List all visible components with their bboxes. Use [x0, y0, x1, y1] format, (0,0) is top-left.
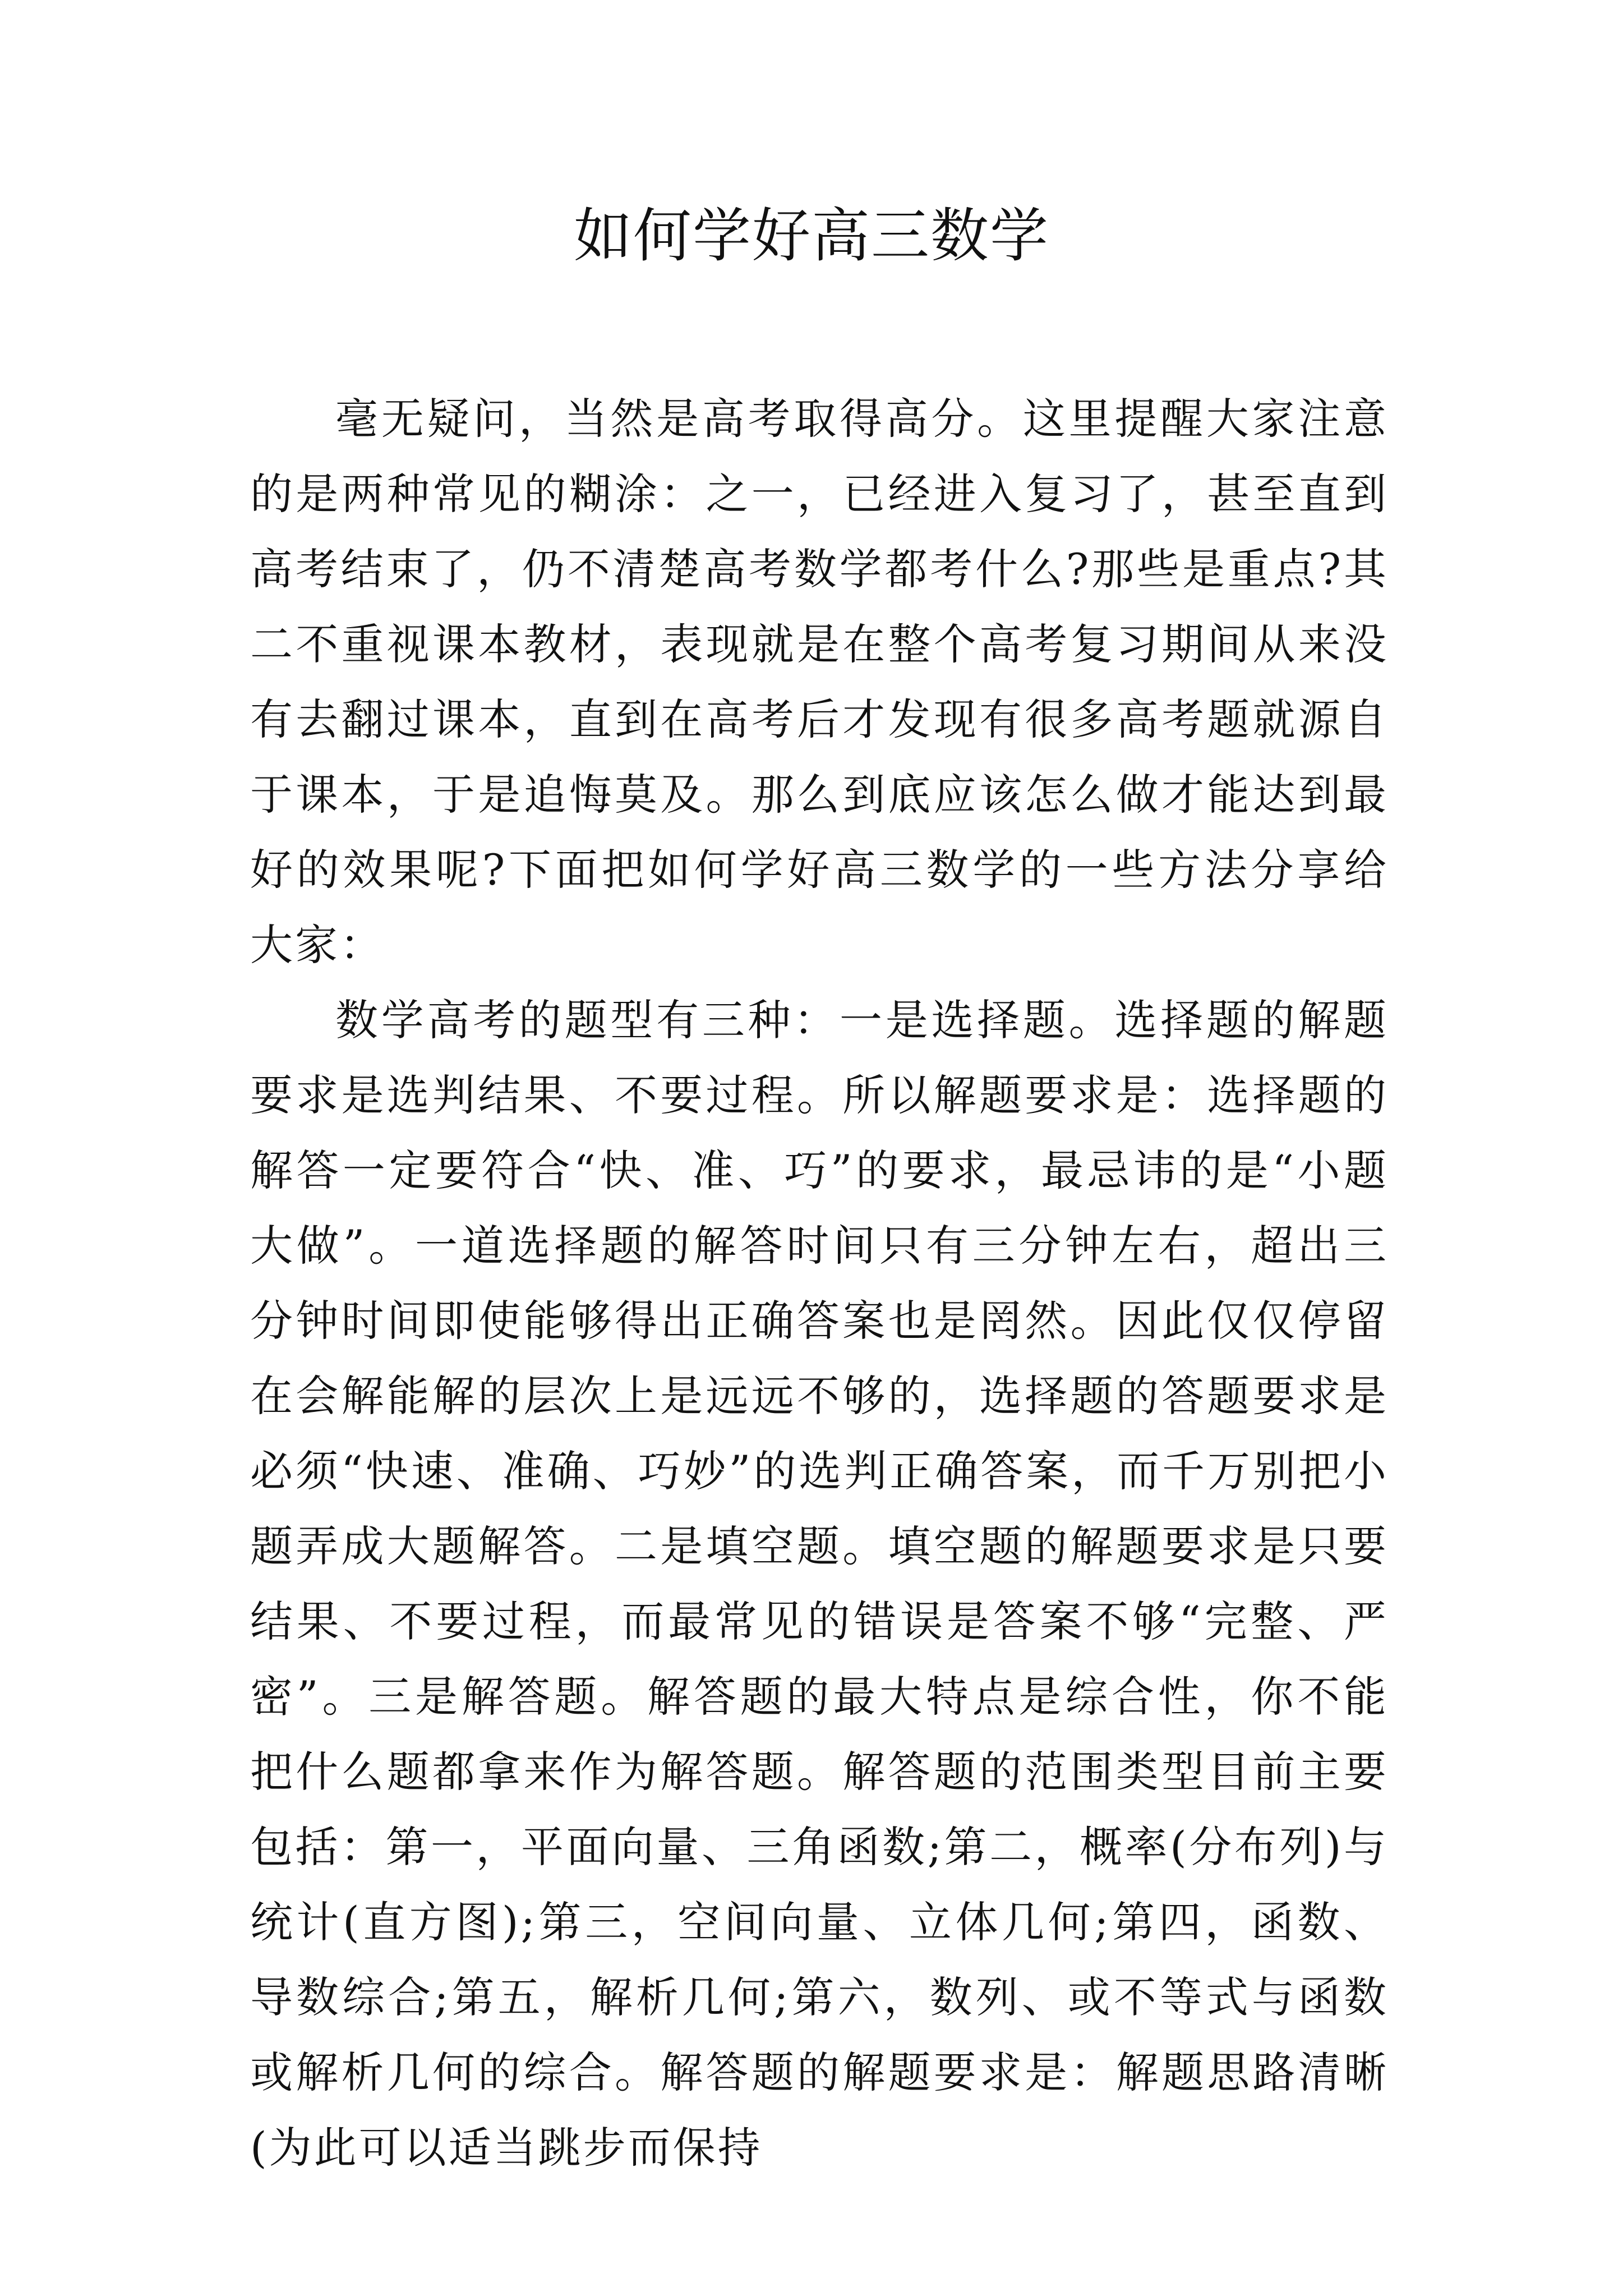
paragraph-intro: 毫无疑问，当然是高考取得高分。这里提醒大家注意的是两种常见的糊涂：之一，已经进入复习了，甚至直到高考结束了，仍不清楚高考数学都考什么?那些是重点?其二不重视课本教材，表现就是在整个高考复习期间从来没有去翻过课本，直到在高考后才发现有很多高考题就源自于课本，于是追悔莫及。那么到底应该怎么做才能达到最好的效果呢?下面把如何学好高三数学的一些方法分享给大家： — [250, 394, 1389, 970]
paragraph-question-types: 数学高考的题型有三种：一是选择题。选择题的解题要求是选判结果、不要过程。所以解题要求是：选择题的解答一定要符合“快、准、巧”的要求，最忌讳的是“小题大做”。一道选择题的解答时间只有三分钟左右，超出三分钟时间即使能够得出正确答案也是罔然。因此仅仅停留在会解能解的层次上是远远不够的，选择题的答题要求是必须“快速、准确、巧妙”的选判正确答案，而千万别把小题弄成大题解答。二是填空题。填空题的解题要求是只要结果、不要过程，而最常见的错误是答案不够“完整、严密”。三是解答题。解答题的最大特点是综合性，你不能把什么题都拿来作为解答题。解答题的范围类型目前主要包括：第一，平面向量、三角函数;第二，概率(分布列)与统计(直方图);第三，空间向量、立体几何;第四，函数、导数综合;第五，解析几何;第六，数列、或不等式与函数或解析几何的综合。解答题的解题要求是：解题思路清晰(为此可以适当跳步而保持 — [250, 995, 1389, 2173]
document-body — [250, 381, 1389, 2185]
document-title: 如何学好高三数学 — [573, 201, 1049, 270]
